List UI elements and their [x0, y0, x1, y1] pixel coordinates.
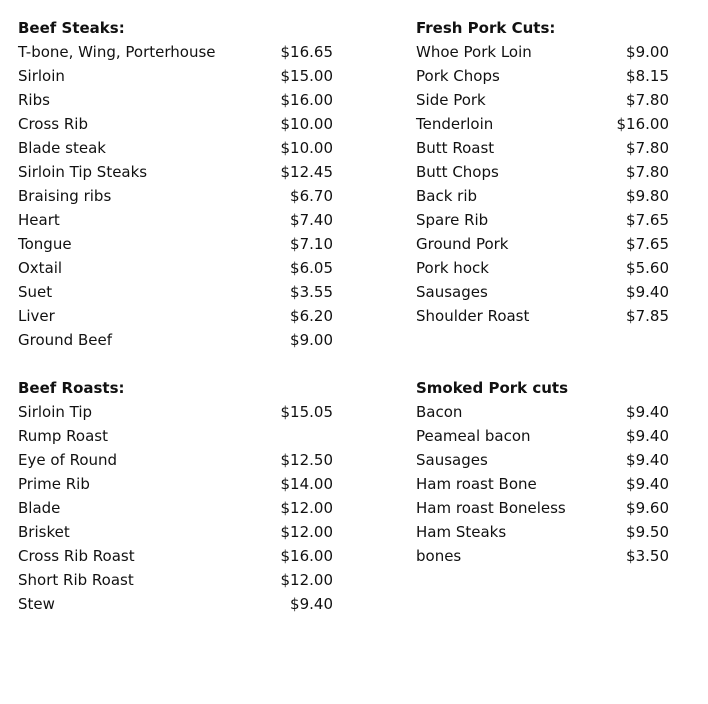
item-price: $16.00 [616, 115, 669, 133]
list-item [416, 40, 669, 64]
list-item [18, 592, 333, 616]
item-name: Rump Roast [18, 427, 108, 445]
list-item [416, 400, 669, 424]
item-price: $7.40 [290, 211, 333, 229]
item-price: $5.60 [626, 259, 669, 277]
list-item [416, 64, 669, 88]
fresh-pork-list [416, 40, 669, 328]
smoked-pork-heading: Smoked Pork cuts [416, 379, 569, 397]
list-item [416, 496, 669, 520]
item-price: $15.05 [280, 403, 333, 421]
item-price: $10.00 [280, 115, 333, 133]
item-name: Short Rib Roast [18, 571, 134, 589]
list-item [416, 208, 669, 232]
item-name: Peameal bacon [416, 427, 531, 445]
list-item [416, 184, 669, 208]
item-name: Pork Chops [416, 67, 500, 85]
beef-steaks-section [18, 16, 333, 352]
item-price: $3.50 [626, 547, 669, 565]
item-name: Heart [18, 211, 60, 229]
item-price: $7.80 [626, 139, 669, 157]
item-price: $7.85 [626, 307, 669, 325]
item-price: $7.80 [626, 163, 669, 181]
item-price: $16.00 [280, 547, 333, 565]
list-item [18, 136, 333, 160]
item-price: $8.15 [626, 67, 669, 85]
item-name: Ham Steaks [416, 523, 507, 541]
list-item [416, 160, 669, 184]
item-price: $16.00 [280, 91, 333, 109]
list-item [18, 256, 333, 280]
list-item [18, 280, 333, 304]
list-item [416, 472, 669, 496]
item-price: $12.50 [280, 451, 333, 469]
item-price: $12.45 [280, 163, 333, 181]
list-item [18, 496, 333, 520]
item-name: Pork hock [416, 259, 489, 277]
list-item [18, 88, 333, 112]
list-item [416, 520, 669, 544]
item-name: Sirloin [18, 67, 65, 85]
fresh-pork-section [416, 16, 669, 328]
item-name: Oxtail [18, 259, 63, 277]
item-price: $7.65 [626, 235, 669, 253]
list-item [416, 232, 669, 256]
item-price: $6.05 [290, 259, 333, 277]
item-name: Ribs [18, 91, 50, 109]
item-price: $9.40 [626, 283, 669, 301]
beef-roasts-section [18, 376, 333, 616]
item-name: Liver [18, 307, 55, 325]
item-price: $3.55 [290, 283, 333, 301]
item-name: Side Pork [416, 91, 486, 109]
item-name: bones [416, 547, 462, 565]
list-item [18, 568, 333, 592]
item-price: $9.00 [290, 331, 333, 349]
item-name: Blade steak [18, 139, 106, 157]
item-price: $14.00 [280, 475, 333, 493]
item-name: Shoulder Roast [416, 307, 530, 325]
item-price: $15.00 [280, 67, 333, 85]
item-price: $7.10 [290, 235, 333, 253]
item-name: Braising ribs [18, 187, 112, 205]
smoked-pork-section [416, 376, 669, 568]
list-item [18, 328, 333, 352]
item-name: Back rib [416, 187, 478, 205]
item-name: Cross Rib Roast [18, 547, 135, 565]
list-item [18, 40, 333, 64]
item-name: Ground Beef [18, 331, 112, 349]
item-price: $12.00 [280, 523, 333, 541]
item-price: $12.00 [280, 499, 333, 517]
list-item [18, 304, 333, 328]
item-price: $6.20 [290, 307, 333, 325]
beef-roasts-list [18, 400, 333, 616]
fresh-pork-heading: Fresh Pork Cuts: [416, 19, 556, 37]
list-item [416, 304, 669, 328]
list-item [18, 232, 333, 256]
item-name: Brisket [18, 523, 70, 541]
list-item [416, 544, 669, 568]
item-price: $10.00 [280, 139, 333, 157]
list-item [416, 256, 669, 280]
list-item [416, 424, 669, 448]
item-name: Ham roast Bone [416, 475, 537, 493]
item-price: $6.70 [290, 187, 333, 205]
item-price: $9.60 [626, 499, 669, 517]
list-item [416, 136, 669, 160]
list-item [18, 544, 333, 568]
list-item [416, 280, 669, 304]
item-name: Butt Roast [416, 139, 495, 157]
item-name: Butt Chops [416, 163, 499, 181]
list-item [18, 208, 333, 232]
item-name: Bacon [416, 403, 463, 421]
list-item [18, 424, 333, 448]
item-name: Ham roast Boneless [416, 499, 566, 517]
item-name: Prime Rib [18, 475, 90, 493]
item-price: $9.40 [290, 595, 333, 613]
list-item [18, 112, 333, 136]
list-item [416, 88, 669, 112]
item-price: $9.40 [626, 403, 669, 421]
item-price: $9.40 [626, 475, 669, 493]
list-item [18, 448, 333, 472]
item-price: $9.00 [626, 43, 669, 61]
item-price: $9.80 [626, 187, 669, 205]
smoked-pork-list [416, 400, 669, 568]
list-item [18, 400, 333, 424]
item-price: $12.00 [280, 571, 333, 589]
item-price: $16.65 [280, 43, 333, 61]
item-name: Sausages [416, 283, 488, 301]
item-name: Blade [18, 499, 61, 517]
list-item [416, 448, 669, 472]
item-name: T-bone, Wing, Porterhouse [18, 43, 216, 61]
item-name: Eye of Round [18, 451, 118, 469]
item-name: Sirloin Tip [18, 403, 93, 421]
item-price: $7.80 [626, 91, 669, 109]
item-name: Ground Pork [416, 235, 509, 253]
item-price: $7.65 [626, 211, 669, 229]
item-name: Tongue [18, 235, 72, 253]
list-item [18, 184, 333, 208]
list-item [18, 160, 333, 184]
beef-steaks-list [18, 40, 333, 352]
list-item [416, 112, 669, 136]
item-name: Suet [18, 283, 53, 301]
item-name: Whoe Pork Loin [416, 43, 532, 61]
list-item [18, 520, 333, 544]
item-price: $9.40 [626, 427, 669, 445]
item-name: Tenderloin [416, 115, 494, 133]
beef-steaks-heading: Beef Steaks: [18, 19, 125, 37]
item-price: $9.50 [626, 523, 669, 541]
item-name: Sirloin Tip Steaks [18, 163, 148, 181]
list-item [18, 64, 333, 88]
item-name: Spare Rib [416, 211, 489, 229]
beef-roasts-heading: Beef Roasts: [18, 379, 125, 397]
item-name: Sausages [416, 451, 488, 469]
item-name: Cross Rib [18, 115, 88, 133]
item-name: Stew [18, 595, 55, 613]
item-price: $9.40 [626, 451, 669, 469]
list-item [18, 472, 333, 496]
